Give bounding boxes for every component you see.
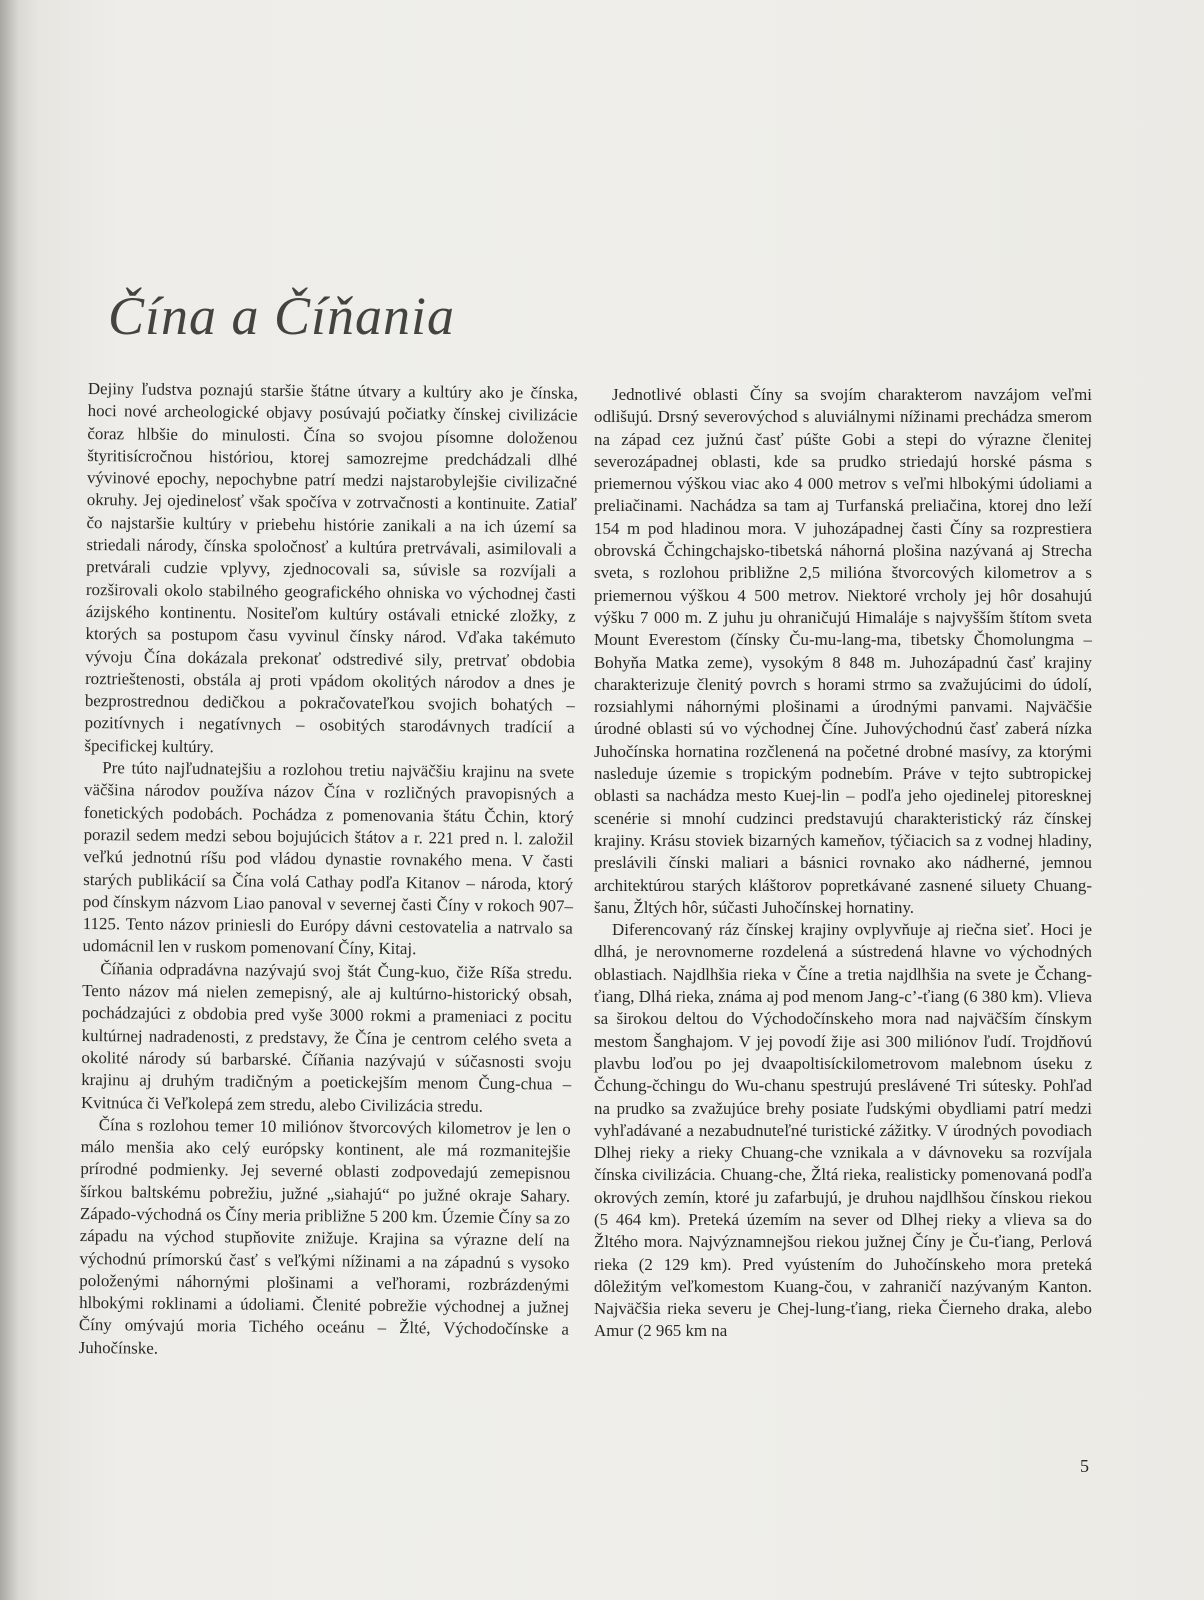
- page-number: 5: [1080, 1456, 1089, 1476]
- paragraph: Čína s rozlohou temer 10 miliónov štvorcových kilometrov je len o málo menšia ako celý európsky kontinent, ale má rozmanitejšie prírodné podmienky. Jej severné oblasti zodpovedajú zemepisnou šírkou baltskému pobrežiu, južné „siahajú“ po južné okraje Sahary. Západo-východná os Číny meria približne 5 200 km. Územie Číny sa zo západu na východ stupňovite znižuje. Krajina sa výrazne delí na východnú prímorskú časť s veľkými nížinami a na západnú s vysoko položenými náhornými plošinami a veľhorami, rozbrázdenými hlbokými roklinami a údoliami. Členité pobrežie východnej a južnej Číny omývajú moria Tichého oceánu – Žlté, Východočínske a Juhočínske.: [78, 1114, 571, 1358]
- book-spine-shadow: [0, 0, 18, 1600]
- chapter-title: Čína a Číňania: [108, 286, 456, 346]
- paragraph: Pre túto najľudnatejšiu a rozlohou tretiu najväčšiu krajinu na svete väčšina národov používa názov Čína v rozličných pravopisných a fonetických podobách. Pochádza z pomenovania štátu Čchin, ktorý porazil sedem medzi sebou bojujúcich štátov a r. 221 pred n. l. založil veľkú jednotnú ríšu pod vládou dynastie rovnakého mena. V časti starých publikácií sa Čína volá Cathay podľa Kitanov – národa, ktorý pod čínskym názvom Liao panoval v severnej časti Číny v rokoch 907–1125. Tento názov priniesli do Európy dávni cestovatelia a natrvalo sa udomácnil len v ruskom pomenovaní Číny, Kitaj.: [82, 758, 575, 959]
- paragraph: Dejiny ľudstva poznajú staršie štátne útvary a kultúry ako je čínska, hoci nové archeologické objavy posúvajú počiatky čínskej civilizácie čoraz hlbšie do minulosti. Čína so svojou písomne doloženou štyritisícročnou históriou, ktorej samozrejme predchádzali dlhé vývinové epochy, nepochybne patrí medzi najstarobylejšie civilizačné okruhy. Jej ojedinelosť však spočíva v zotrvačnosti a kontinuite. Zatiaľ čo najstaršie kultúry v priebehu histórie zanikali a na ich území sa striedali národy, čínska spoločnosť a kultúra pretrvávali, asimilovali a pretvárali cudzie vplyvy, zjednocovali sa, súvisle sa rozvíjali a rozširovali okolo stabilného geografického ohniska vo východnej časti ázijského kontinentu. Nositeľom kultúry ostávali etnické zložky, z ktorých sa postupom času vyvinul čínsky národ. Vďaka takémuto vývoju Čína dokázala prekonať odstredivé sily, pretrvať obdobia roztrieštenosti, obstála aj proti vpádom okolitých národov a dnes je bezprostrednou dedičkou a pokračovateľkou svojich bohatých – pozitívnych i negatívnych – osobitých starodávnych tradícií a špecifickej kultúry.: [84, 378, 578, 756]
- paragraph: Číňania odpradávna nazývajú svoj štát Čung-kuo, čiže Ríša stredu. Tento názov má nielen zemepisný, ale aj kultúrno-historický obsah, pochádzajúci z obdobia pred vyše 3000 rokmi a prameniaci z pocitu kultúrnej nadradenosti, z predstavy, že Čína je centrom celého sveta a okolité národy sú barbarské. Číňania nazývajú v súčasnosti svoju krajinu aj druhým tradičným a poetickejším menom Čung-chua – Kvitnúca či Veľkolepá zem stredu, alebo Civilizácia stredu.: [80, 958, 573, 1116]
- paragraph: Diferencovaný ráz čínskej krajiny ovplyvňuje aj riečna sieť. Hoci je dlhá, je nerovnomerne rozdelená a sústredená hlavne vo východných oblastiach. Najdlhšia rieka v Číne a tretia najdlhšia na svete je Čchang-ťiang, Dlhá rieka, známa aj pod menom Jang-c’-ťiang (6 380 km). Vlieva sa širokou deltou do Východočínskeho mora nad najväčším čínskym mestom Šanghajom. V jej povodí žije asi 300 miliónov ľudí. Trojdňovú plavbu loďou po jej dvaapoltisíckilometrovom malebnom úseku z Čchung-čchingu do Wu-chanu spestrujú preslávené Tri sútesky. Pohľad na prudko sa zvažujúce brehy posiate ľudskými obydliami patrí medzi vyhľadávané a nezabudnuteľné turistické zážitky. V úrodných povodiach Dlhej rieky a rieky Chuang-che vznikala a v dávnoveku sa rozvíjala čínska civilizácia. Chuang-che, Žltá rieka, realisticky pomenovaná podľa okrových zemín, ktoré ju zafarbujú, je druhou najdlhšou čínskou riekou (5 464 km). Preteká územím na sever od Dlhej rieky a vlieva sa do Žltého mora. Najvýznamnejšou riekou južnej Číny je Ču-ťiang, Perlová rieka (2 129 km). Pred vyústením do Juhočínskeho mora preteká dôležitým veľkomestom Kuang-čou, v zahraničí nazývaným Kanton. Najväčšia rieka severu je Chej-lung-ťiang, rieka Čierneho draka, alebo Amur (2 965 km na: [594, 920, 1092, 1341]
- left-column: [79, 378, 578, 1364]
- paragraph: Jednotlivé oblasti Číny sa svojím charakterom navzájom veľmi odlišujú. Drsný severovýchod s aluviálnymi nížinami prechádza smerom na západ cez južnú časť púšte Gobi a stepi do výrazne členitej severozápadnej oblasti, kde sa prudko striedajú horské pásma s priemernou výškou viac ako 4 000 metrov s veľmi hlbokými údoliami a preliačinami. Nachádza sa tam aj Turfanská preliačina, ktorej dno leží 154 m pod hladinou mora. V juhozápadnej časti Číny sa rozprestiera obrovská Čchingchajsko-tibetská náhorná plošina nazývaná aj Strecha sveta, s rozlohou približne 2,5 milióna štvorcových kilometrov a s priemernou výškou 4 500 metrov. Niektoré vrcholy jej hôr dosahujú výšku 7 000 m. Z juhu ju ohraničujú Himaláje s najvyšším štítom sveta Mount Everestom (čínsky Ču-mu-lang-ma, tibetsky Čhomolungma – Bohyňa Matka zeme), vysokým 8 848 m. Juhozápadnú časť krajiny charakterizuje členitý povrch s horami strmo sa zvažujúcimi do údolí, rozsiahlymi náhornými plošinami a úrodnými panvami. Najväčšie úrodné oblasti sú vo východnej Číne. Juhovýchodnú časť zaberá nízka Juhočínska hornatina rozčlenená na početné drobné masívy, za ktorými nasleduje územie s tropickým podnebím. Práve v tejto subtropickej oblasti sa nachádza mesto Kuej-lin – podľa jeho ojedinelej pitoresknej scenérie si mnohí cudzinci predstavujú charakteristický ráz čínskej krajiny. Krásu stoviek bizarných kameňov, týčiacich sa z vodnej hladiny, preslávili čínski maliari a básnici rovnako ako nádherné, jemnou architektúrou starých kláštorov popretkávané zasnené siluety Chuang-šanu, Žltých hôr, súčasti Juhočínskej hornatiny.: [594, 385, 1092, 917]
- right-column: [594, 384, 1092, 1343]
